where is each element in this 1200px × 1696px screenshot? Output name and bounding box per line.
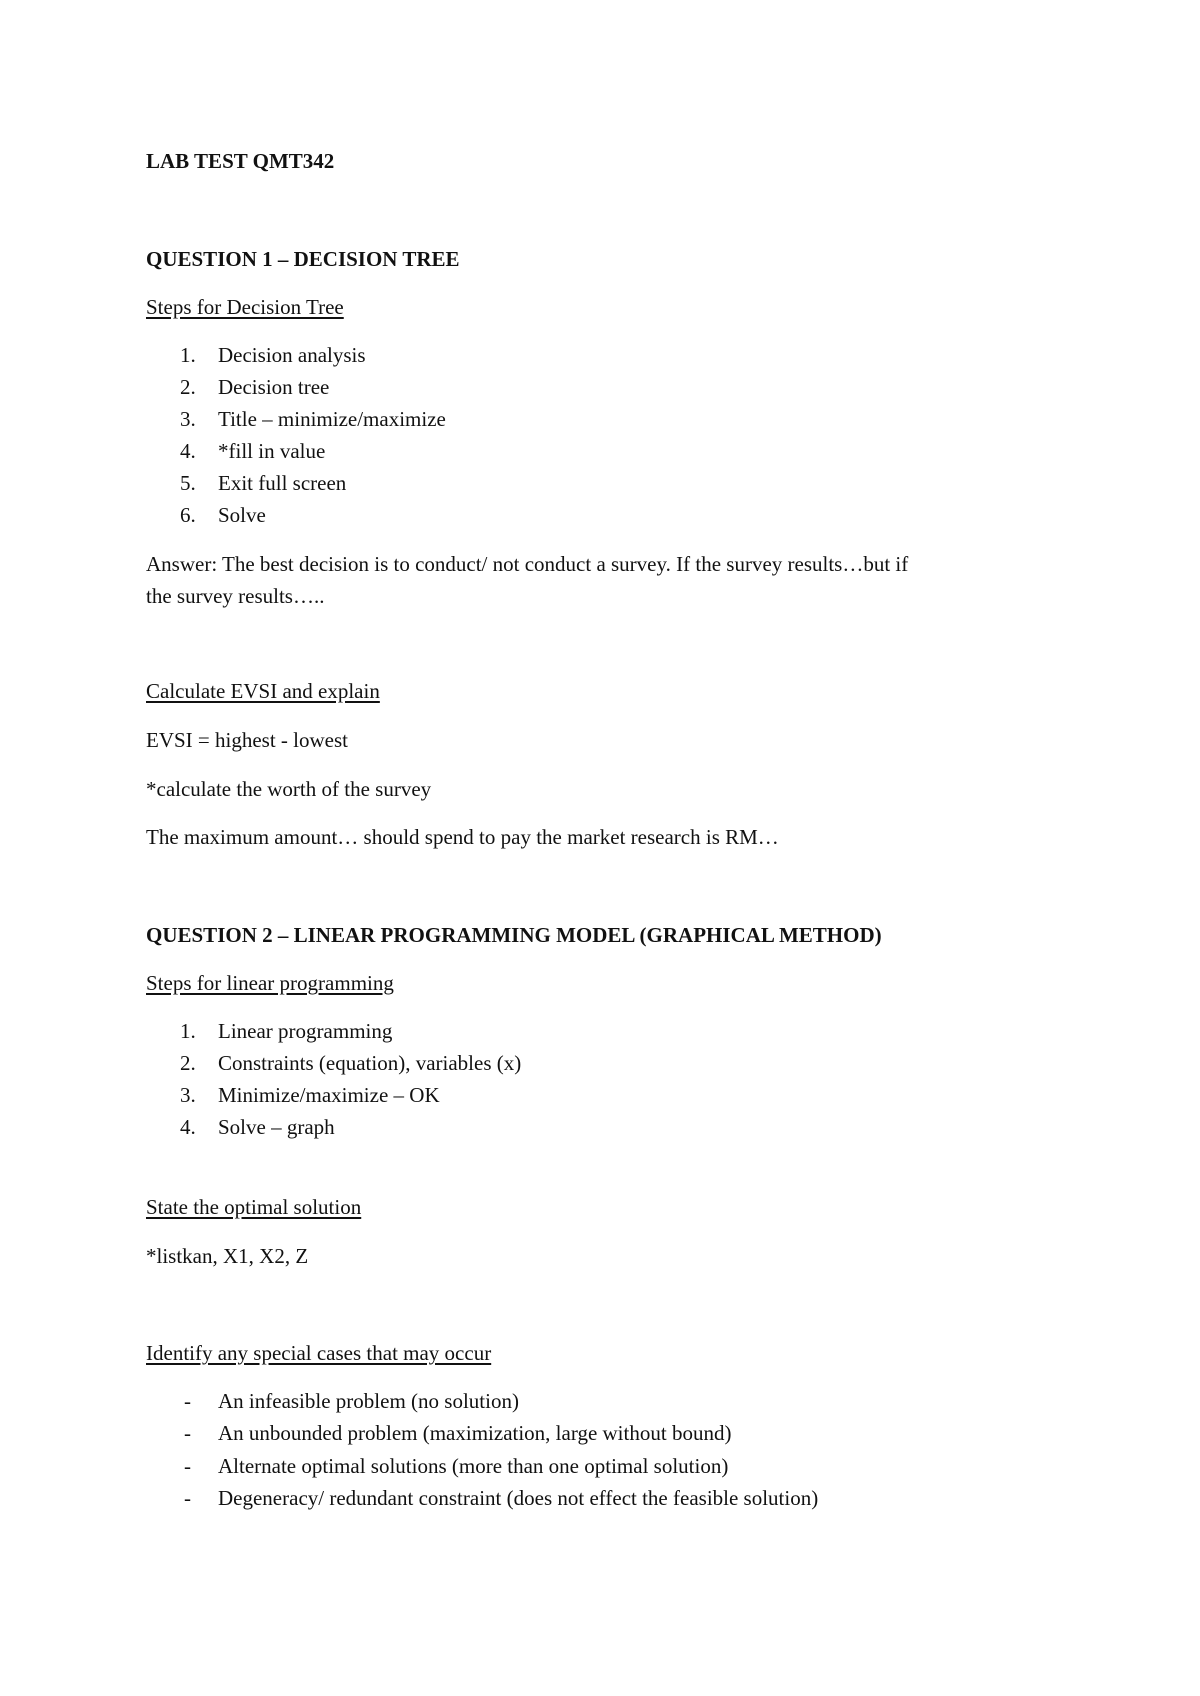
list-text: Linear programming xyxy=(218,1019,393,1043)
evsi-formula: EVSI = highest - lowest xyxy=(146,728,348,752)
list-text: Solve xyxy=(218,503,266,527)
list-text: Decision tree xyxy=(218,375,330,399)
list-text: Solve – graph xyxy=(218,1115,335,1139)
special-cases-heading: Identify any special cases that may occur xyxy=(146,1341,492,1365)
list-text: Alternate optimal solutions (more than one optimal solution) xyxy=(218,1454,729,1478)
list-text: *fill in value xyxy=(218,439,326,463)
list-item xyxy=(180,470,346,496)
list-item xyxy=(180,1082,440,1108)
q1-answer-line-2: the survey results….. xyxy=(146,584,325,608)
q1-answer-line-1: Answer: The best decision is to conduct/ not conduct a survey. If the survey results…but if xyxy=(146,552,909,576)
list-number: 1. xyxy=(180,343,196,367)
optimal-solution-note: *listkan, X1, X2, Z xyxy=(146,1244,309,1268)
list-text: Constraints (equation), variables (x) xyxy=(218,1051,522,1075)
list-item xyxy=(180,1420,731,1446)
list-number: 5. xyxy=(180,471,196,495)
list-item xyxy=(180,1453,728,1479)
list-bullet: - xyxy=(184,1486,191,1510)
list-number: 4. xyxy=(180,1115,196,1139)
list-number: 2. xyxy=(180,375,196,399)
list-text: Minimize/maximize – OK xyxy=(218,1083,440,1107)
list-text: An unbounded problem (maximization, large without bound) xyxy=(218,1421,732,1445)
question-2-heading: QUESTION 2 – LINEAR PROGRAMMING MODEL (GRAPHICAL METHOD) xyxy=(146,923,882,947)
list-item xyxy=(180,1485,818,1511)
list-text: Title – minimize/maximize xyxy=(218,407,446,431)
list-bullet: - xyxy=(184,1421,191,1445)
evsi-heading: Calculate EVSI and explain xyxy=(146,679,380,703)
list-text: Degeneracy/ redundant constraint (does not effect the feasible solution) xyxy=(218,1486,819,1510)
document-title: LAB TEST QMT342 xyxy=(146,149,335,173)
list-item xyxy=(180,1114,335,1140)
list-item xyxy=(180,374,329,400)
list-item xyxy=(180,1050,521,1076)
list-item xyxy=(180,342,366,368)
list-item xyxy=(180,438,325,464)
list-item xyxy=(180,1018,392,1044)
optimal-solution-heading: State the optimal solution xyxy=(146,1195,362,1219)
question-1-heading: QUESTION 1 – DECISION TREE xyxy=(146,247,460,271)
list-text: An infeasible problem (no solution) xyxy=(218,1389,519,1413)
list-item xyxy=(180,1388,519,1414)
list-text: Decision analysis xyxy=(218,343,366,367)
list-item xyxy=(180,406,446,432)
list-item xyxy=(180,502,266,528)
list-number: 3. xyxy=(180,407,196,431)
evsi-note: *calculate the worth of the survey xyxy=(146,777,432,801)
list-bullet: - xyxy=(184,1389,191,1413)
list-text: Exit full screen xyxy=(218,471,347,495)
list-bullet: - xyxy=(184,1454,191,1478)
q2-steps-heading: Steps for linear programming xyxy=(146,971,394,995)
list-number: 4. xyxy=(180,439,196,463)
q1-steps-heading: Steps for Decision Tree xyxy=(146,295,344,319)
list-number: 6. xyxy=(180,503,196,527)
list-number: 2. xyxy=(180,1051,196,1075)
list-number: 1. xyxy=(180,1019,196,1043)
evsi-conclusion: The maximum amount… should spend to pay the market research is RM… xyxy=(146,825,779,849)
list-number: 3. xyxy=(180,1083,196,1107)
